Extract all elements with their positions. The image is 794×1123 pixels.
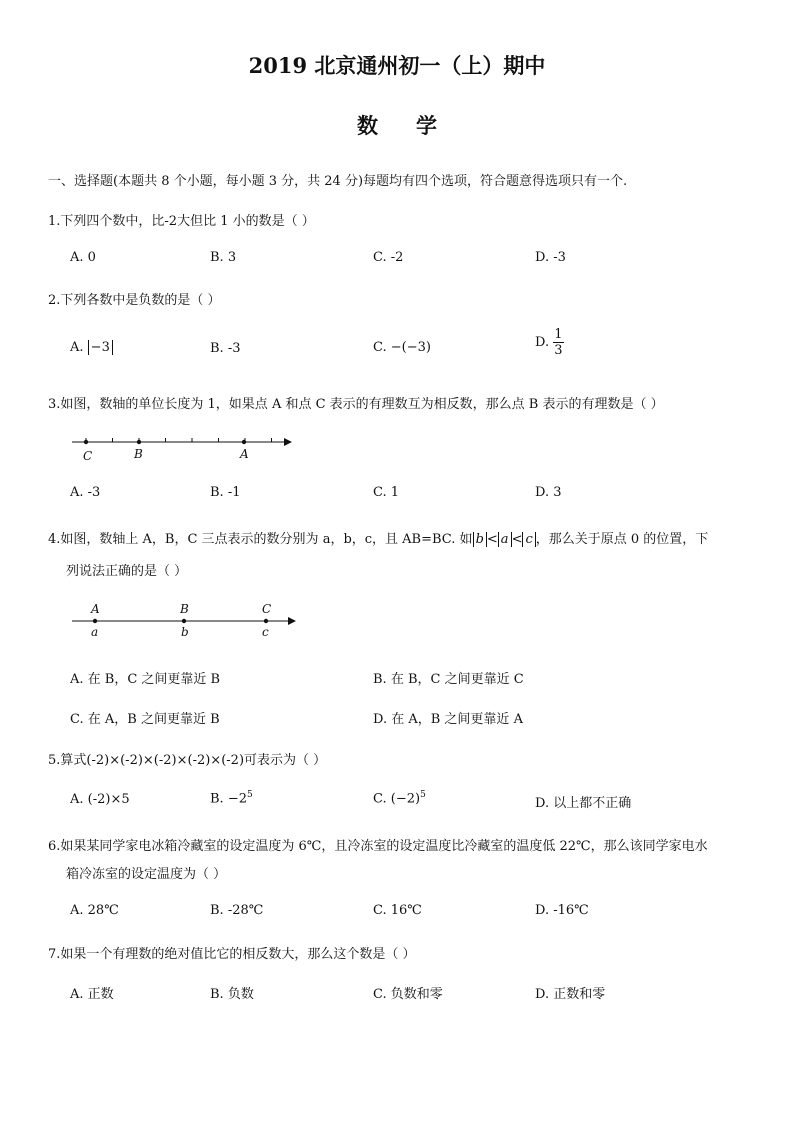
q2-option-a-prefix: A. xyxy=(70,340,84,355)
q3-option-a: A. -3 xyxy=(70,485,101,500)
q2-option-d-prefix: D. xyxy=(535,335,550,350)
q2-option-a xyxy=(70,340,113,355)
q7-option-a: A. 正数 xyxy=(70,987,114,1002)
question-4-stem xyxy=(48,528,708,547)
q4-option-b: B. 在 B，C 之间更靠近 C xyxy=(373,672,524,687)
q2-option-d xyxy=(535,327,564,358)
q4-number-line xyxy=(66,600,302,642)
point-c-dot xyxy=(84,440,88,444)
question-5-stem: 5.算式(-2)×(-2)×(-2)×(-2)×(-2)可表示为（ ） xyxy=(48,753,327,768)
label-a: A xyxy=(240,447,249,461)
abs-c: c xyxy=(522,532,535,547)
q6-option-a: A. 28℃ xyxy=(70,903,119,918)
q3-option-b: B. -1 xyxy=(210,485,241,500)
q6-option-c: C. 16℃ xyxy=(373,903,422,918)
label-value-b: b xyxy=(181,625,189,639)
label-b: B xyxy=(134,447,143,461)
q2-option-c-prefix: C. xyxy=(373,340,387,355)
lt-sign: < xyxy=(511,532,523,547)
abs-b: b xyxy=(473,532,487,547)
q4-option-a: A. 在 B，C 之间更靠近 B xyxy=(70,672,221,687)
q3-option-c: C. 1 xyxy=(373,485,400,500)
question-6-stem-line2: 箱冷冻室的设定温度为（ ） xyxy=(66,867,227,882)
q7-option-b: B. 负数 xyxy=(210,987,254,1002)
section-heading: 一、选择题(本题共 8 个小题，每小题 3 分，共 24 分)每题均有四个选项，符合题意得选项只有一个. xyxy=(48,174,628,189)
label-c: C xyxy=(83,449,93,463)
q1-option-c: C. -2 xyxy=(373,250,404,265)
q5-option-c-base: (−2) xyxy=(390,791,421,807)
q4-option-c: C. 在 A，B 之间更靠近 B xyxy=(70,712,220,727)
point-b-dot xyxy=(182,619,186,623)
abs-a: a xyxy=(498,532,512,547)
question-2-stem: 2.下列各数中是负数的是（ ） xyxy=(48,293,221,308)
question-3-stem: 3.如图，数轴的单位长度为 1，如果点 A 和点 C 表示的有理数互为相反数，那么点 B 表示的有理数是（ ） xyxy=(48,397,664,412)
label-point-c: C xyxy=(262,602,272,616)
q5-option-b-prefix: B. xyxy=(210,791,224,807)
q7-option-c: C. 负数和零 xyxy=(373,987,443,1002)
q6-option-d: D. -16℃ xyxy=(535,903,589,918)
q5-option-d: D. 以上都不正确 xyxy=(535,796,632,811)
q1-option-b: B. 3 xyxy=(210,250,237,265)
label-value-a: a xyxy=(91,625,99,639)
q5-option-b xyxy=(210,790,253,806)
q5-option-c xyxy=(373,790,426,806)
q2-option-a-abs: −3 xyxy=(88,340,113,355)
q6-option-b: B. -28℃ xyxy=(210,903,264,918)
q4-stem-part2: ，那么关于原点 0 的位置，下 xyxy=(535,532,709,547)
q4-stem-part1: 4.如图，数轴上 A，B，C 三点表示的数分别为 a，b，c，且 AB=BC. 如 xyxy=(48,532,473,547)
point-b-dot xyxy=(137,440,141,444)
label-point-a: A xyxy=(91,602,100,616)
q1-option-d: D. -3 xyxy=(535,250,566,265)
q5-option-a: A. (-2)×5 xyxy=(70,792,130,807)
q2-option-c-value: −(−3) xyxy=(390,340,431,355)
q5-option-c-exp: 5 xyxy=(420,790,426,800)
question-7-stem: 7.如果一个有理数的绝对值比它的相反数大，那么这个数是（ ） xyxy=(48,947,416,962)
fraction-denominator: 3 xyxy=(554,343,563,358)
page-title: 2019 北京通州初一（上）期中 xyxy=(248,53,546,78)
fraction-numerator: 1 xyxy=(554,327,563,342)
label-value-c: c xyxy=(262,625,269,639)
q1-option-a: A. 0 xyxy=(70,250,96,265)
point-c-dot xyxy=(264,619,268,623)
q4-option-d: D. 在 A，B 之间更靠近 A xyxy=(373,712,523,727)
q2-option-d-fraction xyxy=(553,327,563,358)
q7-option-d: D. 正数和零 xyxy=(535,987,606,1002)
axis-arrow xyxy=(288,617,296,625)
lt-sign: < xyxy=(486,532,498,547)
question-1-stem: 1.下列四个数中，比-2大但比 1 小的数是（ ） xyxy=(48,214,315,229)
subject-title: 数学 xyxy=(357,113,475,138)
q3-number-line xyxy=(66,430,296,466)
point-a-dot xyxy=(93,619,97,623)
q2-option-b: B. -3 xyxy=(210,341,241,356)
question-6-stem: 6.如果某同学家电冰箱冷藏室的设定温度为 6℃，且冷冻室的设定温度比冷藏室的温度低 22℃，那么该同学家电水 xyxy=(48,839,708,854)
question-4-stem-line2: 列说法正确的是（ ） xyxy=(66,564,188,579)
label-point-b: B xyxy=(180,602,189,616)
q5-option-c-prefix: C. xyxy=(373,791,387,807)
q5-option-b-base: −2 xyxy=(227,791,247,807)
axis-arrow xyxy=(284,438,292,446)
q5-option-b-exp: 5 xyxy=(247,790,253,800)
q3-option-d: D. 3 xyxy=(535,485,562,500)
q2-option-c xyxy=(373,340,431,355)
point-a-dot xyxy=(242,440,246,444)
